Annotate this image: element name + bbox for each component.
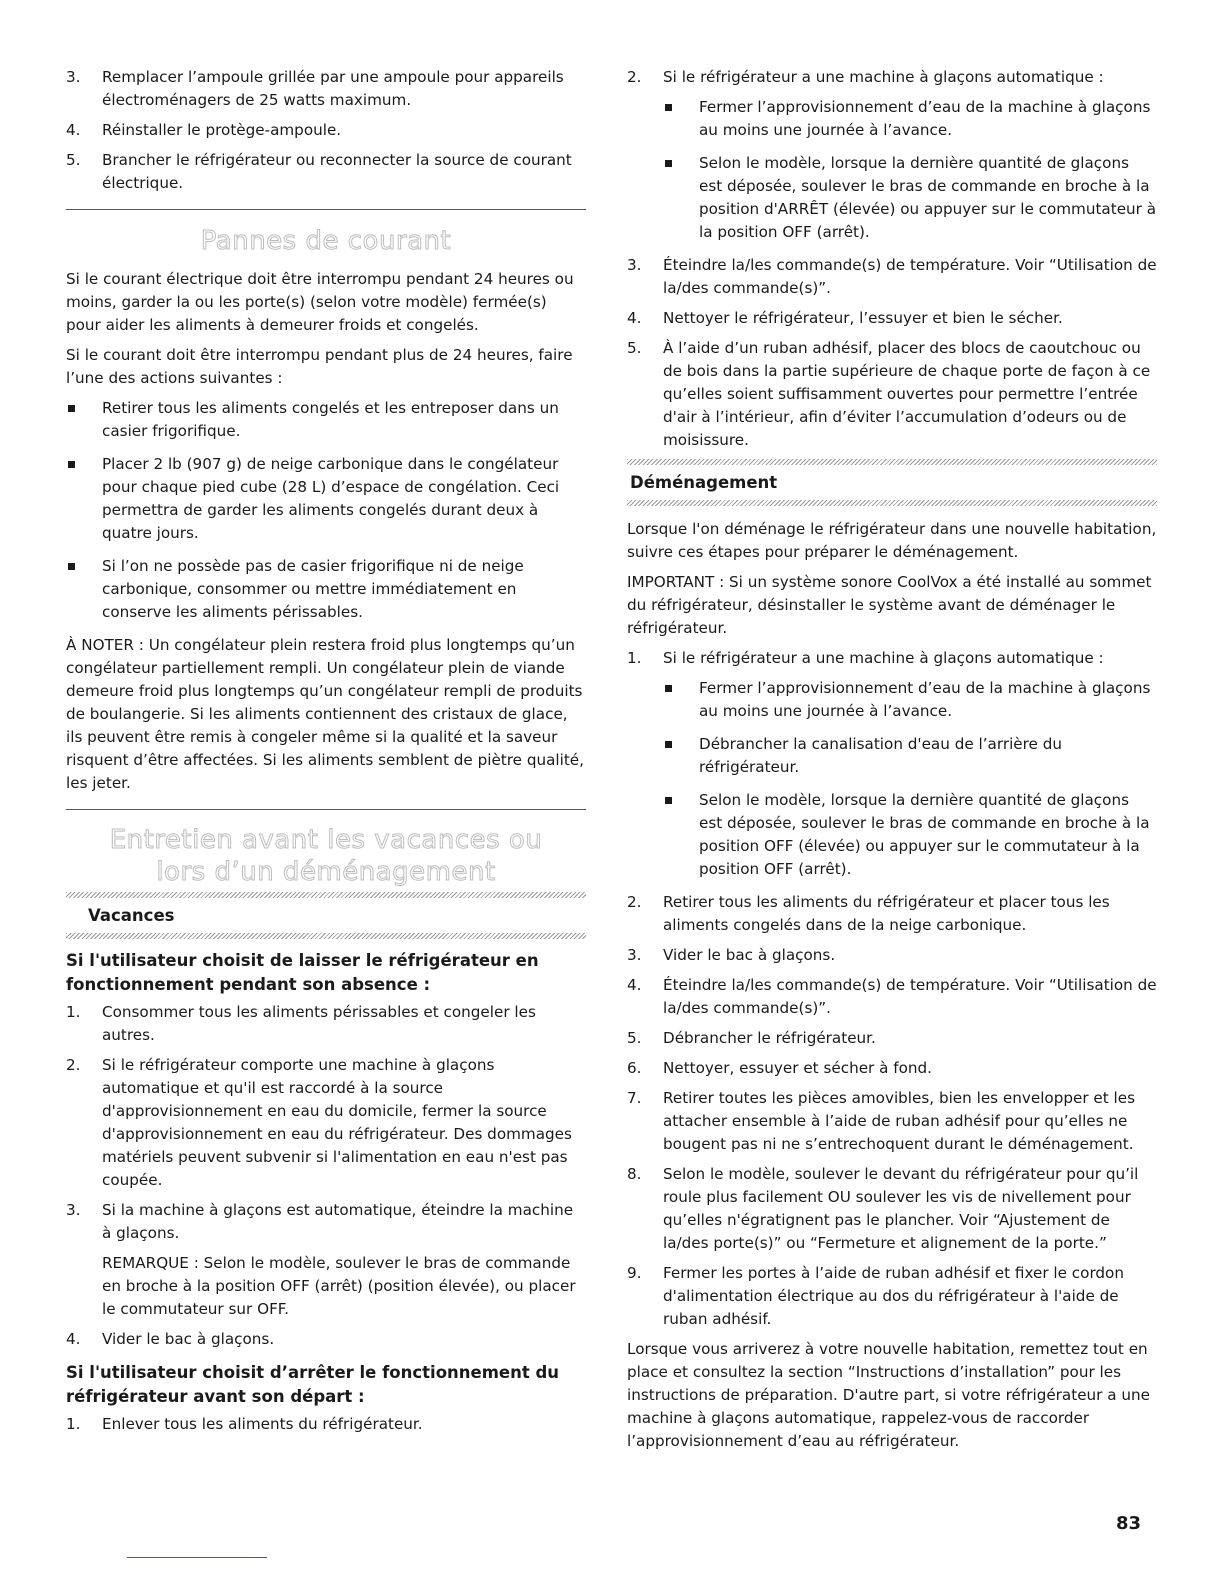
- bullet-icon: [66, 397, 102, 443]
- paragraph: Si le courant doit être interrompu pendant plus de 24 heures, faire l’une des actions suivantes :: [66, 346, 573, 387]
- important-paragraph: IMPORTANT : Si un système sonore CoolVox a été installé au sommet du réfrigérateur, désinstaller le système avant de déménager le réfrigérateur.: [627, 573, 1152, 637]
- list-item: 2. Si le réfrigérateur comporte une machine à glaçons automatique et qu'il est raccordé à la source d'approvisionnement en eau du domicile, fermer la source d'approvisionnement en eau du réfrigérateur. Des dommages matériels peuvent subvenir si l'alimentation en eau n'est pas coupée.: [66, 1056, 572, 1189]
- list-item: 1. Consommer tous les aliments périssables et congeler les autres.: [66, 1003, 536, 1044]
- list-item: Fermer l’approvisionnement d’eau de la machine à glaçons au moins une journée à l’avance.: [663, 96, 1157, 142]
- pannes-bullets: [66, 397, 586, 624]
- list-item: 3. Remplacer l’ampoule grillée par une ampoule pour appareils électroménagers de 25 watts maximum.: [66, 68, 564, 109]
- light-steps: [66, 66, 586, 195]
- footer-line: [127, 1557, 267, 1558]
- list-item: 5. À l’aide d’un ruban adhésif, placer des blocs de caoutchouc ou de bois dans la partie supérieure de chaque porte de façon à ce qu’elles soient suffisamment ouvertes pour permettre l’entrée d'air à l’intérieur, afin d’éviter l’accumulation d’odeurs ou de moisissure.: [627, 339, 1151, 449]
- subheading-vacances: Vacances: [88, 906, 175, 925]
- fonction-steps: [66, 1001, 586, 1351]
- dem-step1: [627, 647, 1157, 670]
- bullet-icon: [663, 733, 699, 779]
- paragraph: Si le courant électrique doit être interrompu pendant 24 heures ou moins, garder la ou les porte(s) (selon votre modèle) fermée(s) pour aider les aliments à demeurer froids et congelés.: [66, 270, 574, 334]
- list-item: 4. Éteindre la/les commande(s) de température. Voir “Utilisation de la/des commande(s)”.: [627, 976, 1157, 1017]
- list-item: 3. Si la machine à glaçons est automatique, éteindre la machine à glaçons.: [66, 1201, 574, 1242]
- list-item: Si l’on ne possède pas de casier frigorifique ni de neige carbonique, consommer ou mettre immédiatement en conserve les aliments périssables.: [66, 555, 586, 624]
- section-title-entretien: Entretien avant les vacances ou lors d’un déménagement: [109, 825, 543, 887]
- right-column: [627, 66, 1157, 1460]
- list-item: Débrancher la canalisation d'eau de l’arrière du réfrigérateur.: [663, 733, 1157, 779]
- heading-fonctionnement: Si l'utilisateur choisit de laisser le réfrigérateur en fonctionnement pendant son absence :: [66, 951, 539, 994]
- list-item: 8. Selon le modèle, soulever le devant du réfrigérateur pour qu’il roule plus facilement OU soulever les vis de nivellement pour qu’elles n'égratignent pas le plancher. Voir “Ajustement de la/des porte(s)” ou “Fermeture et alignement de la porte.”: [627, 1165, 1139, 1252]
- remarque: REMARQUE : Selon le modèle, soulever le bras de commande en broche à la position OFF (arrêt) (position élevée), ou placer le commutateur sur OFF.: [102, 1254, 576, 1318]
- list-item: 1. Si le réfrigérateur a une machine à glaçons automatique :: [627, 649, 1104, 667]
- list-item: 2. Retirer tous les aliments du réfrigérateur et placer tous les aliments congelés dans de la neige carbonique.: [627, 893, 1110, 934]
- bullet-icon: [663, 789, 699, 881]
- list-item: 5. Brancher le réfrigérateur ou reconnecter la source de courant électrique.: [66, 151, 572, 192]
- bullet-icon: [663, 677, 699, 723]
- list-item: 9. Fermer les portes à l’aide de ruban adhésif et fixer le cordon d'alimentation électrique au dos du réfrigérateur à l'aide de ruban adhésif.: [627, 1264, 1124, 1328]
- list-item: 1. Enlever tous les aliments du réfrigérateur.: [66, 1415, 423, 1433]
- list-item: 3. Éteindre la/les commande(s) de température. Voir “Utilisation de la/des commande(s)”.: [627, 256, 1157, 297]
- bullet-icon: [663, 152, 699, 244]
- divider: [66, 209, 586, 210]
- arret-steps: [66, 1413, 586, 1436]
- hatch-divider: [66, 933, 586, 939]
- list-item: 6. Nettoyer, essuyer et sécher à fond.: [627, 1059, 932, 1077]
- list-item: Placer 2 lb (907 g) de neige carbonique dans le congélateur pour chaque pied cube (28 L) d’espace de congélation. Ceci permettra de garder les aliments congelés durant deux à quatre jours.: [66, 453, 586, 545]
- list-item: Fermer l’approvisionnement d’eau de la machine à glaçons au moins une journée à l’avance.: [663, 677, 1157, 723]
- steps-3-5: [627, 254, 1157, 452]
- dem-bullets: [627, 677, 1157, 881]
- list-item: 4. Réinstaller le protège-ampoule.: [66, 121, 342, 139]
- list-item: Selon le modèle, lorsque la dernière quantité de glaçons est déposée, soulever le bras de commande en broche à la position d'ARRÊT (élevée) ou appuyer sur le commutateur à la position OFF (arrêt).: [663, 152, 1157, 244]
- subheading-demenagement: Déménagement: [630, 473, 778, 492]
- list-item: 3. Vider le bac à glaçons.: [627, 946, 836, 964]
- list-item: Selon le modèle, lorsque la dernière quantité de glaçons est déposée, soulever le bras de commande en broche à la position OFF (élevée) ou appuyer sur le commutateur à la position OFF (arrêt).: [663, 789, 1157, 881]
- step2-bullets: [627, 96, 1157, 244]
- left-column: [66, 66, 586, 1443]
- page-number: 83: [1115, 1513, 1141, 1534]
- section-title-pannes: Pannes de courant: [200, 226, 452, 256]
- list-item: 7. Retirer toutes les pièces amovibles, bien les envelopper et les attacher ensemble à l’aide de ruban adhésif pour qu’elles ne bougent pas ni ne s’entrechoquent durant le déménagement.: [627, 1089, 1136, 1153]
- bullet-icon: [663, 96, 699, 142]
- list-item: [66, 1252, 586, 1321]
- bullet-icon: [66, 453, 102, 545]
- dem-steps: [627, 891, 1157, 1331]
- list-item: 2. Si le réfrigérateur a une machine à glaçons automatique :: [627, 68, 1104, 86]
- bullet-icon: [66, 555, 102, 624]
- list-item: Retirer tous les aliments congelés et les entreposer dans un casier frigorifique.: [66, 397, 586, 443]
- list-item: 5. Débrancher le réfrigérateur.: [627, 1029, 876, 1047]
- paragraph: Lorsque l'on déménage le réfrigérateur dans une nouvelle habitation, suivre ces étapes pour préparer le déménagement.: [627, 520, 1157, 561]
- divider: [66, 809, 586, 810]
- note-paragraph: À NOTER : Un congélateur plein restera froid plus longtemps qu’un congélateur partiellement rempli. Un congélateur plein de viande demeure froid plus longtemps qu’un congélateur rempli de produits de boulangerie. Si les aliments contiennent des cristaux de glace, ils peuvent être remis à congeler même si la qualité et la saveur risquent d’être affectées. Si les aliments semblent de piètre qualité, les jeter.: [66, 636, 584, 792]
- list-item: 4. Vider le bac à glaçons.: [66, 1330, 275, 1348]
- hatch-divider: [627, 500, 1157, 506]
- arret-continued-steps: [627, 66, 1157, 89]
- list-item: 4. Nettoyer le réfrigérateur, l’essuyer et bien le sécher.: [627, 309, 1063, 327]
- heading-arret: Si l'utilisateur choisit d’arrêter le fonctionnement du réfrigérateur avant son départ :: [66, 1363, 560, 1406]
- closing-paragraph: Lorsque vous arriverez à votre nouvelle habitation, remettez tout en place et consultez la section “Instructions d’installation” pour les instructions de préparation. D'autre part, si votre réfrigérateur a une machine à glaçons automatique, rappelez-vous de raccorder l’approvisionnement d’eau au réfrigérateur.: [627, 1340, 1150, 1450]
